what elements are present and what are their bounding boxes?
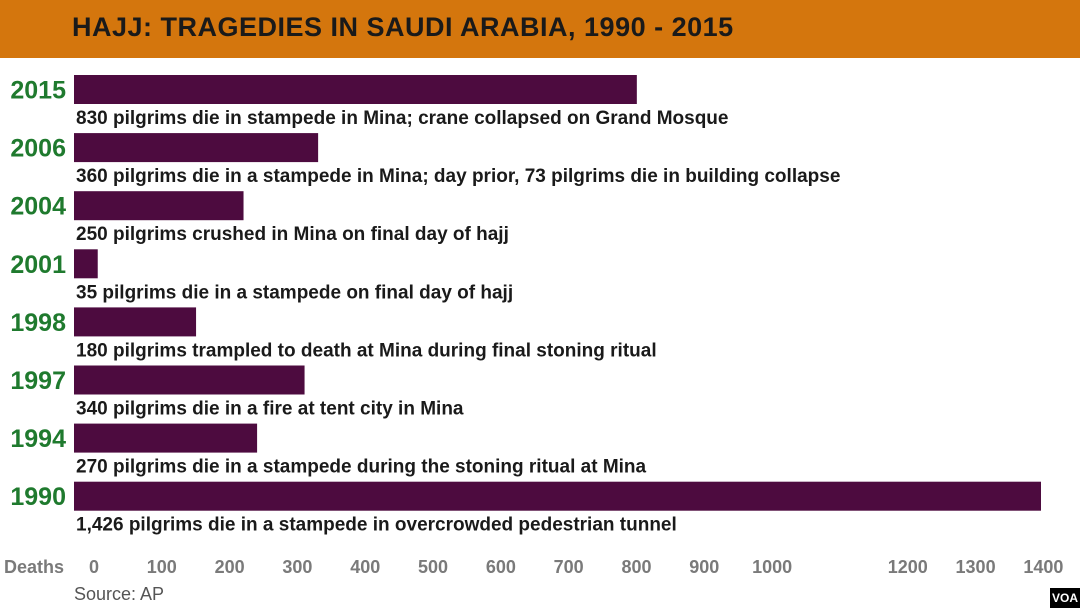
x-tick-700: 700 xyxy=(553,557,584,577)
x-tick-600: 600 xyxy=(485,557,516,577)
x-tick-1200: 1200 xyxy=(887,557,928,577)
x-tick-300: 300 xyxy=(282,557,313,577)
bar-2006 xyxy=(74,133,318,162)
year-label-2015: 2015 xyxy=(10,76,66,105)
x-tick-1000: 1000 xyxy=(752,557,793,577)
x-tick-200: 200 xyxy=(214,557,245,577)
x-tick-400: 400 xyxy=(350,557,381,577)
x-tick-100: 100 xyxy=(146,557,177,577)
bar-1997 xyxy=(74,366,305,395)
chart-title: HAJJ: TRAGEDIES IN SAUDI ARABIA, 1990 - 2015 xyxy=(72,12,734,42)
year-label-1994: 1994 xyxy=(10,425,66,454)
x-tick-1300: 1300 xyxy=(955,557,996,577)
x-tick-800: 800 xyxy=(621,557,652,577)
annotation-1997: 340 pilgrims die in a fire at tent city in Mina xyxy=(76,398,464,420)
year-label-1997: 1997 xyxy=(10,367,66,395)
voa-logo: VOA xyxy=(1050,588,1080,608)
annotation-2015: 830 pilgrims die in stampede in Mina; crane collapsed on Grand Mosque xyxy=(76,108,729,129)
x-axis-label: Deaths xyxy=(4,557,65,577)
annotation-1994: 270 pilgrims die in a stampede during the stoning ritual at Mina xyxy=(76,456,647,478)
source-note: Source: AP xyxy=(74,584,165,604)
x-tick-0: 0 xyxy=(88,557,100,577)
bar-2004 xyxy=(74,191,244,220)
year-label-2004: 2004 xyxy=(10,192,66,221)
year-label-1998: 1998 xyxy=(10,308,66,337)
year-label-1990: 1990 xyxy=(10,483,66,512)
bar-1994 xyxy=(74,424,257,453)
annotation-1990: 1,426 pilgrims die in a stampede in overcrowded pedestrian tunnel xyxy=(76,514,677,536)
x-tick-500: 500 xyxy=(418,557,449,577)
x-tick-1400: 1400 xyxy=(1023,557,1064,577)
annotation-2001: 35 pilgrims die in a stampede on final day of hajj xyxy=(76,282,514,304)
annotation-2006: 360 pilgrims die in a stampede in Mina; day prior, 73 pilgrims die in building collapse xyxy=(76,166,841,188)
bar-1998 xyxy=(74,307,196,336)
bar-1990 xyxy=(74,482,1041,511)
annotation-2004: 250 pilgrims crushed in Mina on final day of hajj xyxy=(76,224,509,246)
year-label-2001: 2001 xyxy=(10,250,66,279)
bar-2001 xyxy=(74,249,98,278)
year-label-2006: 2006 xyxy=(10,134,66,163)
x-tick-900: 900 xyxy=(689,557,720,577)
bar-2015 xyxy=(74,75,637,104)
annotation-1998: 180 pilgrims trampled to death at Mina during final stoning ritual xyxy=(76,340,657,362)
